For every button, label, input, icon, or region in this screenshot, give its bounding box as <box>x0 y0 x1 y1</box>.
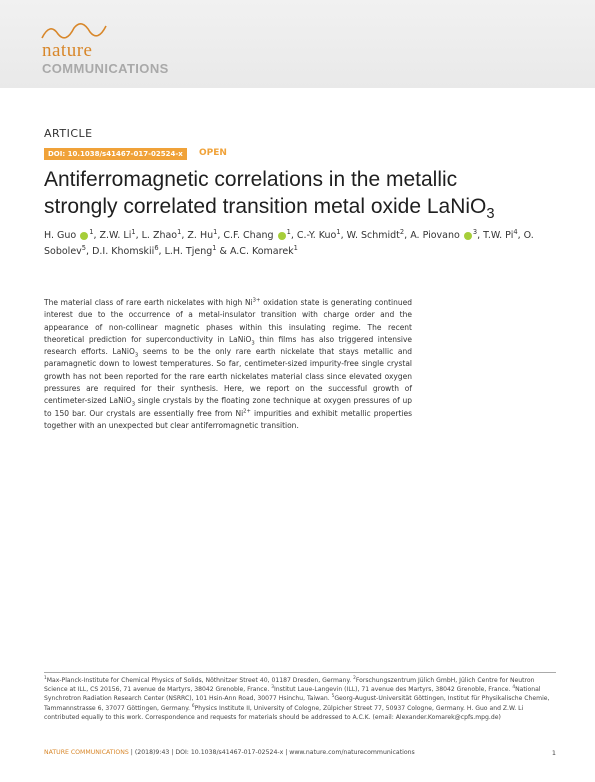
abstract-text: The material class of rare earth nickelates with high Ni <box>44 298 253 307</box>
author-affiliation-number: 1 <box>293 243 298 252</box>
affiliations: $^1$Max-Planck-Institute for Chemical Physics of Solids, Nöthnitzer Street 40, 01187 Dresden, Germany. $^2$Forschungszentrum Jülich GmbH, Jülich Centre for Neutron Science at ILL, CS 20156, 71 avenue de Martyrs, 38042 Grenoble, France. $^3$Institut Laue-Langevin (ILL), 71 avenue des Martyrs, 38042 Grenoble, France. $^4$National Synchrotron Radiation Research Center (NSRRC), 101 Hsin-Ann Road, 30077 Hsinchu, Taiwan. $^5$Georg-August-Universität Göttingen, Institut für Physikalische Chemie, Tammannstrasse 6, 37077 Göttingen, Germany. $^6$Physics Institute II, University of Cologne, Zülpicher Street 77, 50937 Cologne, Germany. H. Guo and Z.W. Li contributed equally to this work. Correspondence and requests for materials should be addressed to A.C.K. (email: Alexander.Komarek@cpfs.mpg.de) <box>44 675 550 721</box>
abstract-text: impurities and exhibit metallic properties together with an unexpected but clear antiferromagnetic transition. <box>44 408 412 430</box>
affiliation-3: Institut Laue-Langevin (ILL), 71 avenue des Martyrs, 38042 Grenoble, France. <box>274 686 513 694</box>
author-affiliation-number: 3 <box>472 227 478 236</box>
author-affiliation-number: 5 <box>81 243 87 252</box>
page-footer <box>44 749 556 756</box>
abstract-sub: 3 <box>251 340 255 347</box>
abstract-sub: 3 <box>131 401 136 408</box>
author-name[interactable]: A. Piovano <box>410 230 460 241</box>
author-affiliation-number: 1 <box>89 227 94 236</box>
title-subscript: 3 <box>486 206 495 223</box>
footer-journal: NATURE COMMUNICATIONS <box>44 749 129 756</box>
abstract-text: thin films has also triggered intensive research efforts. LaNiO <box>44 334 412 357</box>
abstract-sub: 3 <box>134 352 139 359</box>
logo-communications-text: COMMUNICATIONS <box>42 61 169 76</box>
author-name[interactable]: C.F. Chang <box>223 230 274 241</box>
affiliation-1: Max-Planck-Institute for Chemical Physics of Solids, Nöthnitzer Street 40, 01187 Dresden, Germany. <box>46 677 354 684</box>
abstract-text: oxidation state is generating continued interest due to the occurrence of a metal-insulator transition with charge order and the appearance of non-collinear magnetic phases within this insulating regime. The recent theoretical prediction for superconductivity in LaNiO <box>44 298 412 344</box>
author-name[interactable]: O. Sobolev <box>44 230 534 257</box>
author-affiliation-number: 2 <box>399 227 405 236</box>
logo-wave-icon <box>40 20 110 42</box>
journal-logo[interactable] <box>40 20 200 80</box>
section-label: ARTICLE <box>44 127 93 140</box>
author-name[interactable]: H. Guo <box>44 230 77 241</box>
affiliation-6: Physics Institute II, University of Cologne, Zülpicher Street 77, 50937 Cologne, Germany. <box>194 704 467 712</box>
author-name[interactable]: A.C. Komarek <box>229 246 294 257</box>
title-line-2: strongly correlated transition metal oxide LaNiO <box>44 195 487 218</box>
orcid-icon[interactable] <box>80 232 88 240</box>
affiliation-5: Georg-August-Universität Göttingen, Institut für Physikalische Chemie, Tammannstrasse 6, 37077 Göttingen, Germany. <box>44 695 550 712</box>
author-affiliation-number: 1 <box>213 227 218 236</box>
doi-badge[interactable]: DOI: 10.1038/s41467-017-02524-x <box>44 148 187 160</box>
open-access-label: OPEN <box>199 148 227 158</box>
abstract <box>44 297 412 432</box>
abstract-sup: 2+ <box>243 408 251 415</box>
author-affiliation-number: 6 <box>154 243 159 252</box>
author-name[interactable]: W. Schmidt <box>346 230 400 241</box>
correspondence-note: H. Guo and Z.W. Li contributed equally to this work. Correspondence and requests for materials should be addressed to A.C.K. (email: Alexander.Komarek@cpfs.mpg.de) <box>44 704 524 721</box>
author-affiliation-number: 1 <box>212 243 217 252</box>
abstract-text: single crystals by the floating zone technique at oxygen pressures of up to 150 bar. Our crystals are essentially free from Ni <box>44 396 412 418</box>
author-name[interactable]: C.-Y. Kuo <box>296 230 337 241</box>
orcid-icon[interactable] <box>464 232 472 240</box>
author-affiliation-number: 1 <box>177 227 182 236</box>
footnote-divider <box>44 672 556 673</box>
title-line-1: Antiferromagnetic correlations in the metallic <box>44 168 458 191</box>
article-title <box>44 166 564 223</box>
author-name[interactable]: T.W. Pi <box>483 230 514 241</box>
footer-doi-link[interactable]: | DOI: 10.1038/s41467-017-02524-x | www.nature.com/naturecommunications <box>171 749 415 756</box>
author-affiliation-number: 1 <box>131 227 136 236</box>
author-affiliation-number: 1 <box>336 227 341 236</box>
footer-citation: | (2018)9:43 <box>128 749 172 756</box>
author-list: H. Guo $^1$, Z.W. Li$^1$, L. Zhao$^1$, Z. Hu$^1$, C.F. Chang $^1$, C.-Y. Kuo$^1$, W. Schmidt$^2$, A. Piovano $^3$, T.W. Pi$^4$, O. Sobolev$^5$, D.I. Khomskii$^6$, L.H. Tjeng$^1$ & A.C. Komarek$^1$ <box>44 227 534 257</box>
author-affiliation-number: 1 <box>286 227 291 236</box>
affiliation-2: Forschungszentrum Jülich GmbH, Jülich Centre for Neutron Science at ILL, CS 20156, 71 avenue de Martyrs, 38042 Grenoble, France. <box>44 677 535 694</box>
author-name[interactable]: L.H. Tjeng <box>164 246 213 257</box>
author-name[interactable]: D.I. Khomskii <box>92 246 155 257</box>
affiliation-4: National Synchrotron Radiation Research Center (NSRRC), 101 Hsin-Ann Road, 30077 Hsinchu, Taiwan. <box>44 686 541 703</box>
author-name[interactable]: Z. Hu <box>187 230 214 241</box>
orcid-icon[interactable] <box>278 232 286 240</box>
author-name[interactable]: L. Zhao <box>141 230 178 241</box>
abstract-sup: 3+ <box>252 297 261 304</box>
author-affiliation-number: 4 <box>513 227 518 236</box>
abstract-text: seems to be the only rare earth nickelate that stays metallic and paramagnetic down to lowest temperatures. So far, centimeter-sized impurity-free single crystal growth has not been reported for the rare earth nickelates material class since elevated oxygen pressures are required for their synthesis. Here, we report on the successful growth of centimeter-sized LaNiO <box>44 347 412 406</box>
page-number: 1 <box>551 749 556 757</box>
logo-nature-text: nature <box>42 40 93 61</box>
author-name[interactable]: Z.W. Li <box>99 230 132 241</box>
